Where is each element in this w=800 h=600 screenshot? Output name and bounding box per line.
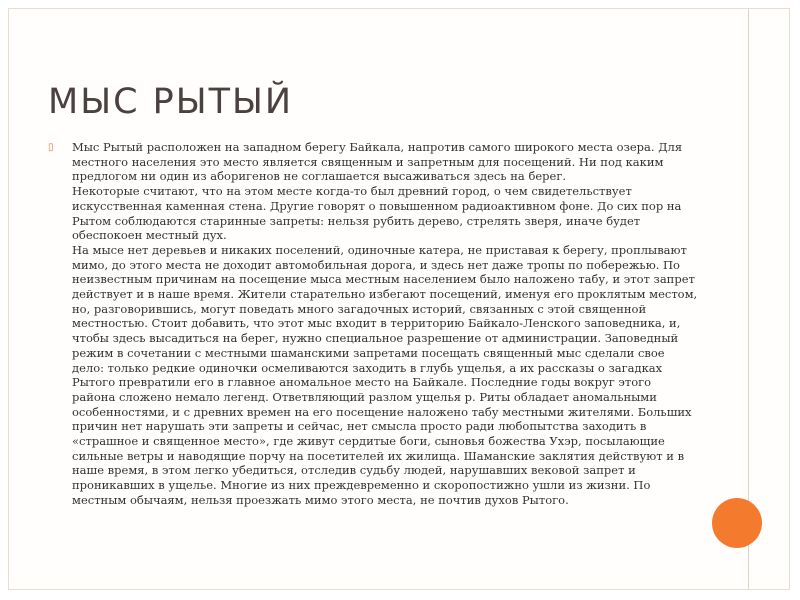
decorative-orange-circle [712, 498, 762, 548]
slide-content [48, 140, 698, 508]
slide-title: МЫС РЫТЫЙ [48, 82, 294, 122]
bullet-marker-icon: ▯ [48, 142, 54, 153]
slide-body-text: Мыс Рытый расположен на западном берегу Байкала, напротив самого широкого места озера. Для местного населения это место является священным и запретным для посещений. Ни под каким предлогом ни один из аборигенов не соглашается высаживаться здесь на берег. Некоторые считают, что на этом месте когда-то был древний город, о чем свидетельствует искусственная каменная стена. Другие говорят о повышенном радиоактивном фоне. До сих пор на Рытом соблюдаются старинные запреты: нельзя рубить дерево, стрелять зверя, иначе будет обеспокоен местный дух. На мысе нет деревьев и никаких поселений, одиночные катера, не приставая к берегу, проплывают мимо, до этого места не доходит автомобильная дорога, и здесь нет даже тропы по побережью. По неизвестным причинам на посещение мыса местным населением было наложено табу, и этот запрет действует и в наше время. Жители старательно избегают посещений, именуя его проклятым местом, но, разговорившись, могут поведать много загадочных историй, связанных с этой священной местностью. Стоит добавить, что этот мыс входит в территорию Байкало-Ленского заповедника, и, чтобы здесь высадиться на берег, нужно специальное разрешение от администрации. Заповедный режим в сочетании с местными шаманскими запретами посещать священный мыс сделали свое дело: только редкие одиночки осмеливаются заходить в глубь ущелья, а их рассказы о загадках Рытого превратили его в главное аномальное место на Байкале. Последние годы вокруг этого района сложено немало легенд. Ответвляющий разлом ущелья р. Риты обладает аномальными особенностями, и с древних времен на его посещение наложено табу местными жителями. Больших причин нет нарушать эти запреты и сейчас, нет смысла просто ради любопытства заходить в «страшное и священное место», где живут сердитые боги, сыновья божества Ухэр, посылающие сильные ветры и наводящие порчу на посетителей их жилища. Шаманские заклятия действуют и в наше время, в этом легко убедиться, отследив судьбу людей, нарушавших вековой запрет и проникавших в ущелье. Многие из них преждевременно и скоропостижно ушли из жизни. По местным обычаям, нельзя проезжать мимо этого места, не почтив духов Рытого. [72, 140, 698, 507]
